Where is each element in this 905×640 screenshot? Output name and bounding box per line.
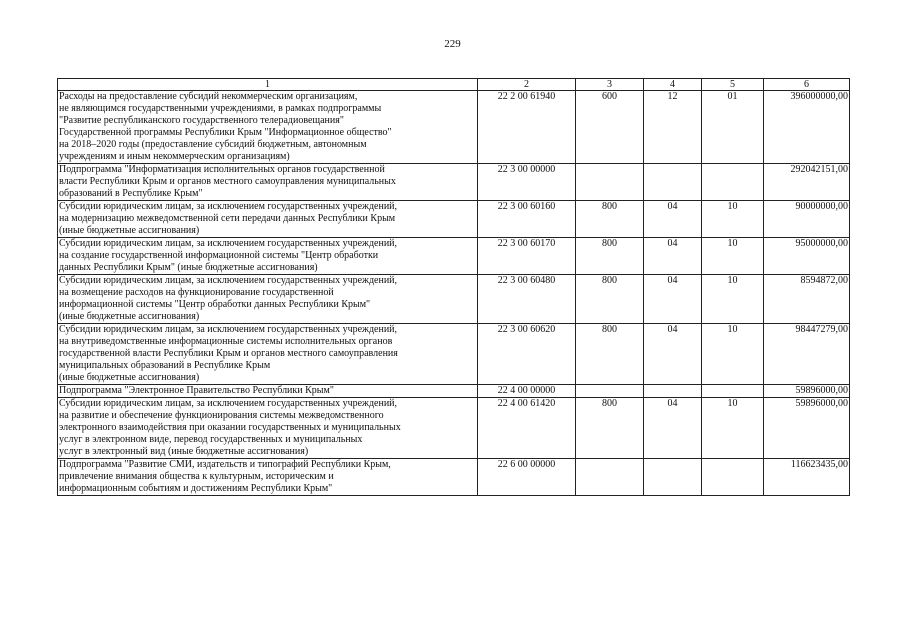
row-vr: 800 [576,275,644,324]
table-row [58,275,850,324]
row-name: Субсидии юридическим лицам, за исключением государственных учреждений, на возмещение расходов на функционирование государственной информационной системы "Центр обработки данных Республики Крым" (иные бюджетные ассигнования) [58,275,478,324]
row-name: Субсидии юридическим лицам, за исключением государственных учреждений, на развитие и обеспечение функционирования системы межведомственного электронного взаимодействия при оказании государственных и муниципальных услуг в электронном виде, перевод государственных и муниципальных услуг в электронный вид (иные бюджетные ассигнования) [58,398,478,459]
row-rz: 04 [644,238,702,275]
table-row [58,385,850,398]
column-header-4: 4 [644,79,702,91]
row-code: 22 3 00 60160 [478,201,576,238]
row-pr: 10 [702,275,764,324]
row-vr [576,164,644,201]
row-pr [702,459,764,496]
page-number: 229 [444,38,461,50]
table-row [58,398,850,459]
table-header-row [58,79,850,91]
row-vr [576,385,644,398]
row-sum: 8594872,00 [764,275,850,324]
row-name: Субсидии юридическим лицам, за исключением государственных учреждений, на создание государственной информационной системы "Центр обработки данных Республики Крым" (иные бюджетные ассигнования) [58,238,478,275]
row-name: Субсидии юридическим лицам, за исключением государственных учреждений, на внутриведомственные информационные системы исполнительных органов государственной власти Республики Крым и органов местного самоуправления муниципальных образований в Республике Крым (иные бюджетные ассигнования) [58,324,478,385]
row-sum: 396000000,00 [764,91,850,164]
column-header-1: 1 [58,79,478,91]
table-row [58,164,850,201]
row-rz [644,459,702,496]
row-pr: 10 [702,398,764,459]
row-sum: 90000000,00 [764,201,850,238]
row-pr: 10 [702,324,764,385]
row-pr: 10 [702,201,764,238]
table-row [58,91,850,164]
row-rz: 12 [644,91,702,164]
row-code: 22 3 00 60170 [478,238,576,275]
row-sum: 292042151,00 [764,164,850,201]
row-name: Подпрограмма "Развитие СМИ, издательств и типографий Республики Крым, привлечение внимания общества к культурным, историческим и информационным событиям и достижениям Республики Крым" [58,459,478,496]
row-vr: 800 [576,201,644,238]
row-code: 22 6 00 00000 [478,459,576,496]
table-row [58,238,850,275]
row-pr [702,164,764,201]
row-rz [644,385,702,398]
row-rz: 04 [644,201,702,238]
row-code: 22 4 00 61420 [478,398,576,459]
row-vr: 600 [576,91,644,164]
column-header-3: 3 [576,79,644,91]
row-name: Субсидии юридическим лицам, за исключением государственных учреждений, на модернизацию межведомственной сети передачи данных Республики Крым (иные бюджетные ассигнования) [58,201,478,238]
table-row [58,324,850,385]
row-vr: 800 [576,398,644,459]
row-code: 22 3 00 60480 [478,275,576,324]
budget-table [57,78,850,496]
row-pr [702,385,764,398]
column-header-6: 6 [764,79,850,91]
row-name: Расходы на предоставление субсидий некоммерческим организациям, не являющимся государственными учреждениями, в рамках подпрограммы "Развитие республиканского государственного телерадиовещания" Государственной программы Республики Крым "Информационное общество" на 2018–2020 годы (предоставление субсидий бюджетным, автономным учреждениям и иным некоммерческим организациям) [58,91,478,164]
row-code: 22 4 00 00000 [478,385,576,398]
table-row [58,201,850,238]
column-header-5: 5 [702,79,764,91]
row-vr [576,459,644,496]
row-sum: 116623435,00 [764,459,850,496]
row-code: 22 3 00 00000 [478,164,576,201]
row-name: Подпрограмма "Информатизация исполнительных органов государственной власти Республики Крым и органов местного самоуправления муниципальных образований в Республике Крым" [58,164,478,201]
row-pr: 10 [702,238,764,275]
row-sum: 59896000,00 [764,398,850,459]
row-pr: 01 [702,91,764,164]
row-sum: 98447279,00 [764,324,850,385]
row-rz: 04 [644,275,702,324]
row-name: Подпрограмма "Электронное Правительство Республики Крым" [58,385,478,398]
row-vr: 800 [576,238,644,275]
row-sum: 59896000,00 [764,385,850,398]
row-rz [644,164,702,201]
row-sum: 95000000,00 [764,238,850,275]
row-code: 22 3 00 60620 [478,324,576,385]
row-vr: 800 [576,324,644,385]
row-rz: 04 [644,324,702,385]
column-header-2: 2 [478,79,576,91]
row-code: 22 2 00 61940 [478,91,576,164]
table-row [58,459,850,496]
row-rz: 04 [644,398,702,459]
